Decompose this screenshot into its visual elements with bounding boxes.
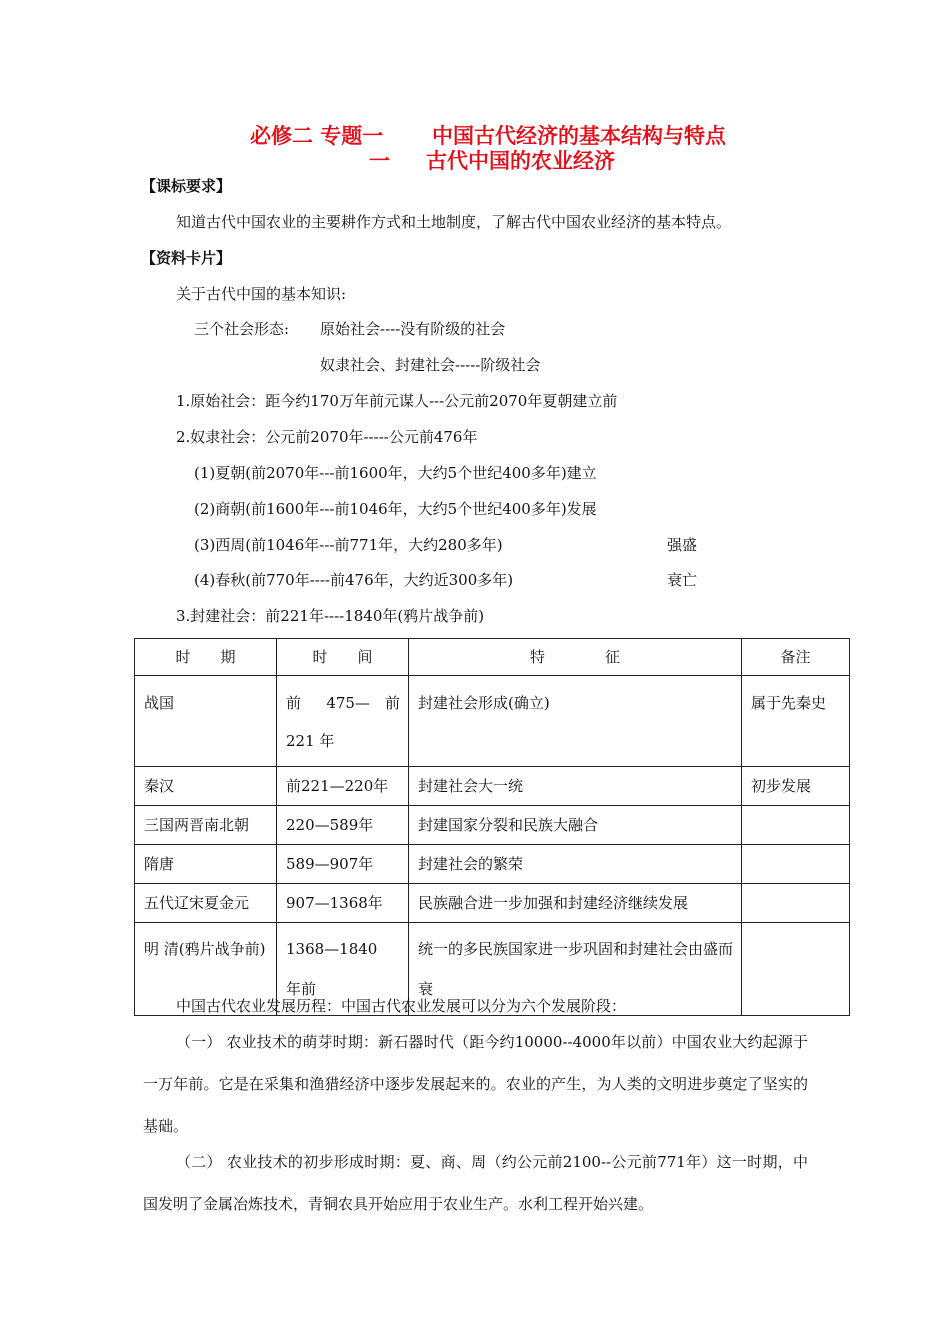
header-period: 时 期 bbox=[135, 639, 277, 676]
cell-time: 220—589年 bbox=[277, 806, 409, 845]
table-header-row bbox=[135, 639, 850, 676]
table-row bbox=[135, 806, 850, 845]
title-line1-right: 中国古代经济的基本结构与特点 bbox=[432, 124, 726, 148]
cell-period: 三国两晋南北朝 bbox=[135, 806, 277, 845]
table-row bbox=[135, 884, 850, 923]
item-primitive: 1.原始社会：距今约170万年前元谋人---公元前2070年夏朝建立前 bbox=[176, 392, 618, 410]
requirement-text: 知道古代中国农业的主要耕作方式和土地制度，了解古代中国农业经济的基本特点。 bbox=[176, 213, 732, 231]
cell-note bbox=[742, 923, 850, 1016]
history-stage2: （二） 农业技术的初步形成时期：夏、商、周（约公元前2100--公元前771年）这一时期，中国发明了金属冶炼技术，青铜农具开始应用于农业生产。水利工程开始兴建。 bbox=[143, 1153, 808, 1213]
cell-time: 前221—220年 bbox=[277, 767, 409, 806]
table-row bbox=[135, 845, 850, 884]
cell-feature: 封建社会大一统 bbox=[409, 767, 742, 806]
table-row bbox=[135, 676, 850, 767]
cell-time: 前 475— 前 221 年 bbox=[277, 676, 409, 767]
cell-note bbox=[742, 806, 850, 845]
cell-period: 明 清(鸦片战争前) bbox=[135, 923, 277, 1016]
sub-chunqiu-note: 衰亡 bbox=[667, 571, 698, 589]
title-line1-left: 必修二 专题一 bbox=[250, 124, 384, 148]
cell-feature: 封建国家分裂和民族大融合 bbox=[409, 806, 742, 845]
cell-time: 1368—1840 年前 bbox=[277, 923, 409, 1016]
cell-note bbox=[742, 845, 850, 884]
periods-table bbox=[134, 638, 850, 1016]
history-stage1: （一） 农业技术的萌芽时期：新石器时代（距今约10000--4000年以前）中国农业大约起源于一万年前。它是在采集和渔猎经济中逐步发展起来的。农业的产生，为人类的文明进步奠定了坚实的基础。 bbox=[143, 1033, 808, 1135]
cell-time: 589—907年 bbox=[277, 845, 409, 884]
cell-time: 907—1368年 bbox=[277, 884, 409, 923]
title-line2-right: 古代中国的农业经济 bbox=[426, 149, 615, 173]
sub-xizhou-note: 强盛 bbox=[667, 536, 698, 554]
cell-period: 战国 bbox=[135, 676, 277, 767]
forms-label: 三个社会形态: bbox=[194, 320, 290, 338]
header-feature: 特 征 bbox=[409, 639, 742, 676]
sub-shang: (2)商朝(前1600年---前1046年，大约5个世纪400多年)发展 bbox=[194, 500, 597, 518]
cell-feature: 民族融合进一步加强和封建经济继续发展 bbox=[409, 884, 742, 923]
forms-line2: 奴隶社会、封建社会-----阶级社会 bbox=[320, 356, 541, 374]
cell-feature: 封建社会的繁荣 bbox=[409, 845, 742, 884]
title-line2-left: 一 bbox=[369, 149, 390, 173]
sub-xizhou: (3)西周(前1046年---前771年，大约280多年) bbox=[194, 536, 503, 554]
history-intro: 中国古代农业发展历程：中国古代农业发展可以分为六个发展阶段： bbox=[176, 997, 627, 1015]
cell-feature: 封建社会形成(确立) bbox=[409, 676, 742, 767]
sub-chunqiu: (4)春秋(前770年----前476年，大约近300多年) bbox=[194, 571, 514, 589]
item-slave: 2.奴隶社会：公元前2070年-----公元前476年 bbox=[176, 428, 478, 446]
header-time: 时 间 bbox=[277, 639, 409, 676]
item-feudal: 3.封建社会：前221年----1840年(鸦片战争前) bbox=[176, 607, 485, 625]
header-note: 备注 bbox=[742, 639, 850, 676]
requirement-heading: 【课标要求】 bbox=[141, 177, 232, 195]
cell-note bbox=[742, 884, 850, 923]
card-heading: 【资料卡片】 bbox=[141, 249, 232, 267]
card-intro: 关于古代中国的基本知识: bbox=[176, 285, 347, 303]
cell-period: 秦汉 bbox=[135, 767, 277, 806]
cell-note: 初步发展 bbox=[742, 767, 850, 806]
forms-line1: 原始社会----没有阶级的社会 bbox=[320, 320, 506, 338]
cell-note: 属于先秦史 bbox=[742, 676, 850, 767]
cell-feature: 统一的多民族国家进一步巩固和封建社会由盛而衰 bbox=[409, 923, 742, 1016]
cell-period: 隋唐 bbox=[135, 845, 277, 884]
table-row bbox=[135, 767, 850, 806]
cell-period: 五代辽宋夏金元 bbox=[135, 884, 277, 923]
sub-xia: (1)夏朝(前2070年---前1600年，大约5个世纪400多年)建立 bbox=[194, 464, 597, 482]
